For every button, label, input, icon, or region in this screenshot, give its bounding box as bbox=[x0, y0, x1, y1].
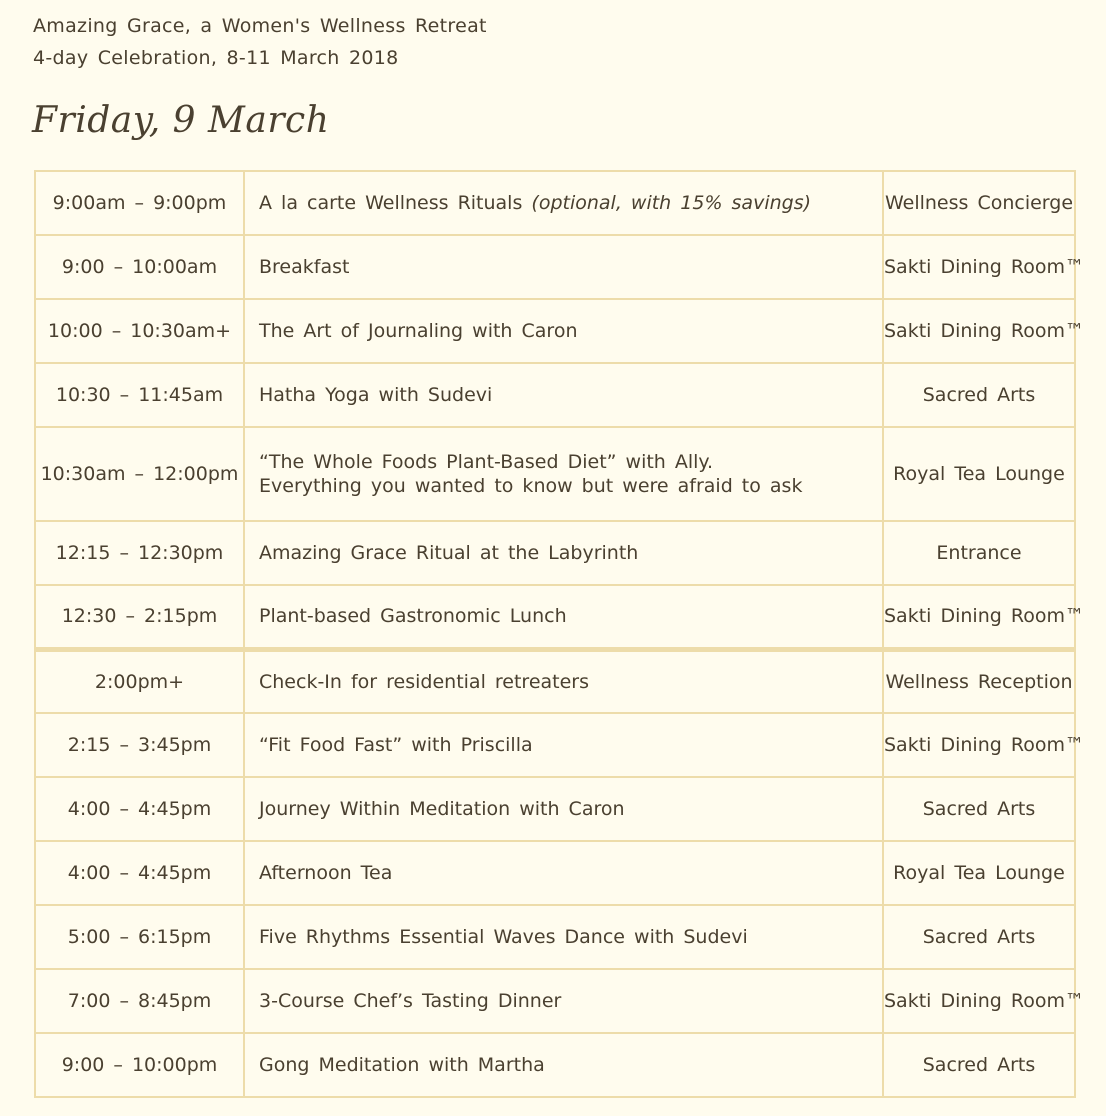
activity-cell: 3-Course Chef’s Tasting Dinner bbox=[244, 969, 883, 1033]
time-cell: 12:15 – 12:30pm bbox=[35, 521, 244, 585]
activity-cell: Amazing Grace Ritual at the Labyrinth bbox=[244, 521, 883, 585]
activity-cell: Gong Meditation with Martha bbox=[244, 1033, 883, 1097]
schedule-row bbox=[35, 969, 1075, 1033]
schedule-row bbox=[35, 363, 1075, 427]
activity-cell: Journey Within Meditation with Caron bbox=[244, 777, 883, 841]
retreat-title: Amazing Grace, a Women's Wellness Retreat bbox=[33, 15, 487, 37]
activity-cell bbox=[244, 427, 883, 521]
time-cell: 4:00 – 4:45pm bbox=[35, 777, 244, 841]
time-cell: 5:00 – 6:15pm bbox=[35, 905, 244, 969]
activity-cell: Five Rhythms Essential Waves Dance with Sudevi bbox=[244, 905, 883, 969]
location-cell: Sakti Dining Room™ bbox=[883, 713, 1075, 777]
activity-subtitle: Everything you wanted to know but were afraid to ask bbox=[259, 475, 803, 497]
schedule-row bbox=[35, 841, 1075, 905]
schedule-row bbox=[35, 713, 1075, 777]
time-cell: 10:30am – 12:00pm bbox=[35, 427, 244, 521]
time-cell: 12:30 – 2:15pm bbox=[35, 585, 244, 649]
schedule-row bbox=[35, 649, 1075, 713]
location-cell: Sacred Arts bbox=[883, 777, 1075, 841]
time-cell: 2:15 – 3:45pm bbox=[35, 713, 244, 777]
location-cell: Sakti Dining Room™ bbox=[883, 235, 1075, 299]
activity-cell: Plant-based Gastronomic Lunch bbox=[244, 585, 883, 649]
schedule-row bbox=[35, 299, 1075, 363]
location-cell: Sakti Dining Room™ bbox=[883, 585, 1075, 649]
time-cell: 10:00 – 10:30am+ bbox=[35, 299, 244, 363]
activity-cell: Hatha Yoga with Sudevi bbox=[244, 363, 883, 427]
time-cell: 7:00 – 8:45pm bbox=[35, 969, 244, 1033]
schedule-row bbox=[35, 427, 1075, 521]
activity-cell bbox=[244, 171, 883, 235]
activity-cell: “Fit Food Fast” with Priscilla bbox=[244, 713, 883, 777]
time-cell: 9:00am – 9:00pm bbox=[35, 171, 244, 235]
activity-cell: Check-In for residential retreaters bbox=[244, 649, 883, 713]
day-heading: Friday, 9 March bbox=[32, 100, 330, 141]
time-cell: 10:30 – 11:45am bbox=[35, 363, 244, 427]
location-cell: Sakti Dining Room™ bbox=[883, 299, 1075, 363]
time-cell: 9:00 – 10:00am bbox=[35, 235, 244, 299]
time-cell: 9:00 – 10:00pm bbox=[35, 1033, 244, 1097]
location-cell: Sakti Dining Room™ bbox=[883, 969, 1075, 1033]
activity-cell: Breakfast bbox=[244, 235, 883, 299]
location-cell: Royal Tea Lounge bbox=[883, 427, 1075, 521]
location-cell: Wellness Concierge bbox=[883, 171, 1075, 235]
schedule-row bbox=[35, 521, 1075, 585]
location-cell: Sacred Arts bbox=[883, 905, 1075, 969]
retreat-dates: 4-day Celebration, 8-11 March 2018 bbox=[33, 47, 399, 69]
time-cell: 4:00 – 4:45pm bbox=[35, 841, 244, 905]
location-cell: Wellness Reception bbox=[883, 649, 1075, 713]
time-cell: 2:00pm+ bbox=[35, 649, 244, 713]
activity-label: “The Whole Foods Plant-Based Diet” with Ally. bbox=[259, 451, 714, 473]
schedule-table bbox=[34, 170, 1084, 1098]
schedule-row bbox=[35, 1033, 1075, 1097]
location-cell: Sacred Arts bbox=[883, 363, 1075, 427]
location-cell: Royal Tea Lounge bbox=[883, 841, 1075, 905]
schedule-row bbox=[35, 905, 1075, 969]
schedule-row bbox=[35, 235, 1075, 299]
retreat-header bbox=[33, 10, 487, 74]
activity-cell: Afternoon Tea bbox=[244, 841, 883, 905]
activity-note: (optional, with 15% savings) bbox=[531, 192, 812, 214]
activity-cell: The Art of Journaling with Caron bbox=[244, 299, 883, 363]
location-cell: Sacred Arts bbox=[883, 1033, 1075, 1097]
schedule-row bbox=[35, 777, 1075, 841]
location-cell: Entrance bbox=[883, 521, 1075, 585]
activity-label: A la carte Wellness Rituals bbox=[259, 192, 523, 214]
schedule-row bbox=[35, 171, 1075, 235]
schedule-row bbox=[35, 585, 1075, 649]
